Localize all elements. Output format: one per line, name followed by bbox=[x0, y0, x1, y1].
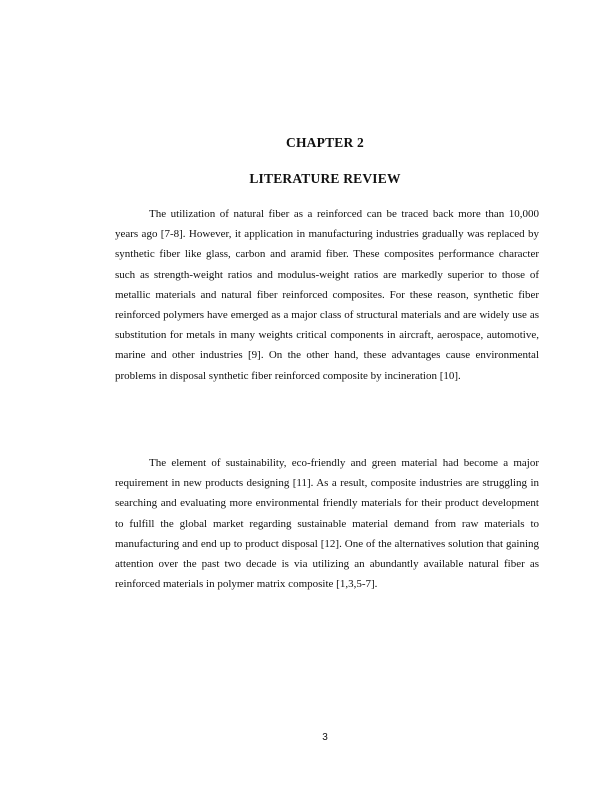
paragraph-2 bbox=[115, 453, 539, 594]
chapter-title: LITERATURE REVIEW bbox=[249, 171, 401, 186]
paragraph-1 bbox=[115, 204, 539, 386]
page-number: 3 bbox=[322, 732, 328, 743]
paragraph-2-text: The element of sustainability, eco-friendly and green material had become a major requirement in new products designing [11]. As a result, composite industries are struggling in searching and evaluating more environmental friendly materials for their product development to fulfill the global market regarding sustainable material demand from raw materials to manufacturing and end up to product disposal [12]. One of the alternatives solution that gaining attention over the past two decade is via utilizing an abundantly available natural fiber as reinforced materials in polymer matrix composite [1,3,5-7]. bbox=[115, 457, 539, 591]
paragraph-1-text: The utilization of natural fiber as a reinforced can be traced back more than 10,000 years ago [7-8]. However, it application in manufacturing industries gradually was replaced by synthetic fiber like glass, carbon and aramid fiber. These composites performance character such as strength-weight ratios and modulus-weight ratios are markedly superior to those of metallic materials and natural fiber reinforced composites. For these reason, synthetic fiber reinforced polymers have emerged as a major class of structural materials and are widely use as substitution for metals in many weights critical components in aircraft, aerospace, automotive, marine and other industries [9]. On the other hand, these advantages cause environmental problems in disposal synthetic fiber reinforced composite by incineration [10]. bbox=[115, 208, 539, 382]
chapter-number: CHAPTER 2 bbox=[286, 135, 364, 150]
